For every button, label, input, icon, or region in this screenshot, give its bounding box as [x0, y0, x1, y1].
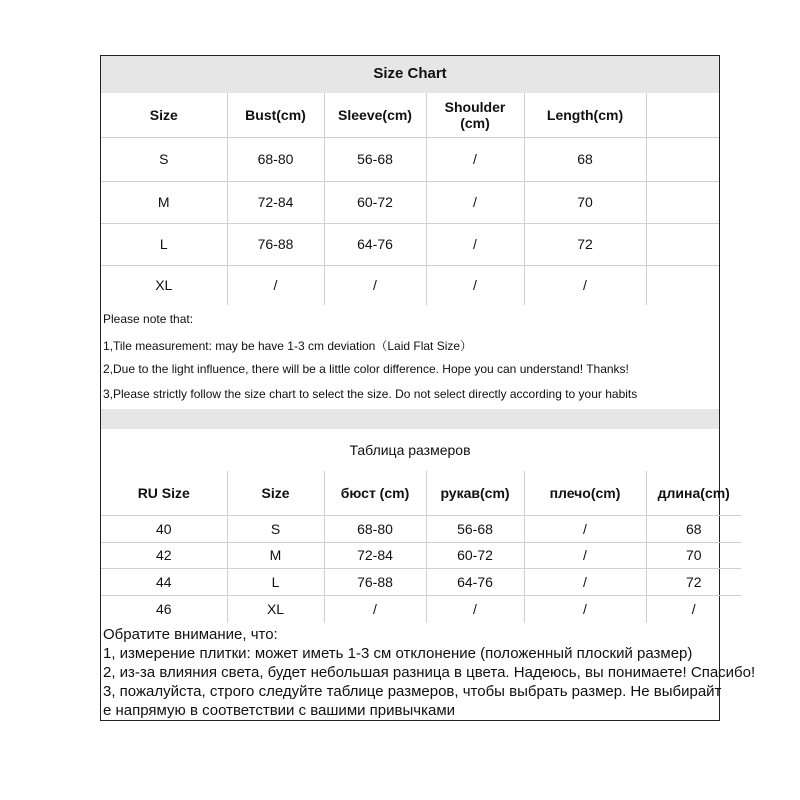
note-heading: Please note that:	[103, 312, 194, 326]
table-cell: /	[426, 265, 524, 305]
table-cell: /	[691, 601, 696, 618]
table-cell: S	[101, 137, 227, 181]
table-cell: 46	[101, 595, 227, 623]
table-row	[101, 595, 741, 623]
table-cell: /	[324, 595, 426, 623]
table-cell: XL	[227, 595, 324, 623]
table-cell: 76-88	[227, 223, 324, 265]
table-cell: S	[227, 515, 324, 542]
table-cell: /	[524, 595, 646, 623]
table-cell: /	[524, 568, 646, 595]
column-header	[646, 93, 719, 137]
column-header: рукав(cm)	[426, 471, 524, 515]
table-cell	[646, 223, 719, 265]
table-row	[101, 542, 741, 568]
table-cell: /	[426, 595, 524, 623]
table-cell: /	[324, 265, 426, 305]
table-row	[101, 181, 719, 223]
table-cell	[646, 265, 719, 305]
column-header: бюст (cm)	[324, 471, 426, 515]
size-chart-title: Size Chart	[373, 65, 447, 82]
table-cell: XL	[101, 265, 227, 305]
divider-band	[101, 409, 719, 429]
table-cell: 64-76	[426, 568, 524, 595]
table-cell: 72-84	[227, 181, 324, 223]
column-header: Size	[227, 471, 324, 515]
table-cell	[646, 137, 719, 181]
table-cell: 42	[101, 542, 227, 568]
column-header: RU Size	[101, 471, 227, 515]
note-line-ru: 1, измерение плитки: может иметь 1-3 см отклонение (положенный плоский размер)	[103, 645, 693, 662]
table-cell: L	[227, 568, 324, 595]
table-cell: /	[524, 265, 646, 305]
table-cell: 56-68	[324, 137, 426, 181]
table-cell: /	[227, 265, 324, 305]
table-row	[101, 265, 719, 305]
table-cell: /	[524, 515, 646, 542]
table-cell: 76-88	[324, 568, 426, 595]
table-cell: /	[426, 223, 524, 265]
table-cell: 68-80	[227, 137, 324, 181]
table-cell: /	[524, 542, 646, 568]
table-cell: 68	[524, 137, 646, 181]
table-cell: 56-68	[426, 515, 524, 542]
note-line: 3,Please strictly follow the size chart to select the size. Do not select directly according to your habits	[103, 387, 638, 401]
table-row	[101, 568, 741, 595]
note-heading-ru: Обратите внимание, что:	[103, 626, 278, 643]
size-table-ru	[101, 471, 741, 623]
column-header: Shoulder (cm)	[426, 93, 524, 137]
column-header: длина(cm)	[646, 471, 741, 515]
note-line-ru: 2, из-за влияния света, будет небольшая разница в цвета. Надеюсь, вы понимаете! Спасибо!	[103, 664, 756, 681]
note-line: 1,Tile measurement: may be have 1-3 cm deviation（Laid Flat Size）	[103, 339, 473, 353]
table-row	[101, 515, 741, 542]
size-chart-document	[100, 55, 756, 721]
column-header: Size	[101, 93, 227, 137]
table-cell: L	[101, 223, 227, 265]
table-cell: 44	[101, 568, 227, 595]
table-cell: 72-84	[324, 542, 426, 568]
table-cell: 68	[646, 515, 741, 542]
size-chart-title-ru: Таблица размеров	[349, 442, 471, 458]
table-cell: M	[101, 181, 227, 223]
table-cell: /	[426, 137, 524, 181]
table-cell: 60-72	[324, 181, 426, 223]
column-header: Bust(cm)	[227, 93, 324, 137]
column-header: Length(cm)	[524, 93, 646, 137]
table-cell: /	[426, 181, 524, 223]
table-cell: 64-76	[324, 223, 426, 265]
table-cell: 68-80	[324, 515, 426, 542]
table-cell: 40	[101, 515, 227, 542]
table-cell: 70	[646, 542, 741, 568]
table-cell: 72	[646, 568, 741, 595]
table-cell: M	[227, 542, 324, 568]
table-header-row	[101, 93, 719, 137]
column-header: Sleeve(cm)	[324, 93, 426, 137]
table-cell: 60-72	[426, 542, 524, 568]
note-line-ru: е напрямую в соответствии с вашими привычками	[103, 702, 456, 719]
note-line-ru: 3, пожалуйста, строго следуйте таблице размеров, чтобы выбрать размер. Не выбирайт	[103, 683, 722, 700]
column-header: плечо(cm)	[524, 471, 646, 515]
table-cell: 70	[524, 181, 646, 223]
table-header-row	[101, 471, 741, 515]
note-line: 2,Due to the light influence, there will be a little color difference. Hope you can understand! Thanks!	[103, 362, 629, 376]
size-table-en	[101, 93, 719, 305]
table-row	[101, 137, 719, 181]
table-cell: 72	[524, 223, 646, 265]
table-row	[101, 223, 719, 265]
table-cell	[646, 181, 719, 223]
